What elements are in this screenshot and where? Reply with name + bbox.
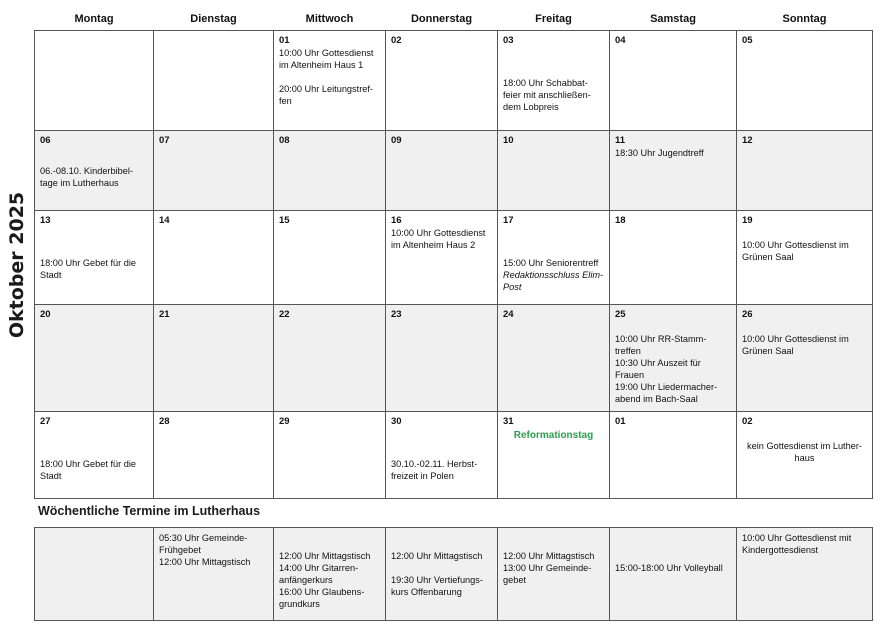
weekly-row <box>35 528 873 621</box>
event-text: 10:00 Uhr Gottesdienst im Grünen Saal <box>742 239 849 262</box>
day-number: 19 <box>742 214 753 226</box>
day-cell[interactable] <box>610 210 737 304</box>
weekday-header-row <box>35 8 873 30</box>
day-number: 04 <box>615 34 626 46</box>
event-text: 18:00 Uhr Schabbat- feier mit anschließen- dem Lobpreis <box>503 77 591 112</box>
calendar-grid <box>34 8 873 499</box>
day-cell[interactable] <box>274 411 386 498</box>
day-number: 24 <box>503 308 514 320</box>
day-cell[interactable] <box>386 130 498 210</box>
day-cell[interactable] <box>274 304 386 411</box>
day-cell[interactable] <box>610 411 737 498</box>
day-cell-empty <box>35 30 154 130</box>
day-number: 08 <box>279 134 290 146</box>
weekly-cell-friday[interactable] <box>498 528 610 621</box>
weekly-schedule-grid <box>34 527 873 621</box>
day-number: 05 <box>742 34 753 46</box>
weekly-cell-wednesday[interactable] <box>274 528 386 621</box>
day-number: 22 <box>279 308 290 320</box>
day-cell[interactable] <box>274 30 386 130</box>
event-text: 12:00 Uhr Mittagstisch <box>279 551 371 561</box>
event-text: 12:00 Uhr Mittagstisch <box>503 551 595 561</box>
day-cell[interactable] <box>386 304 498 411</box>
event-text: 10:00 Uhr Gottesdienst mit Kindergottesdienst <box>742 533 852 555</box>
day-number: 20 <box>40 308 51 320</box>
day-number: 11 <box>615 134 626 146</box>
day-number: 07 <box>159 134 170 146</box>
day-cell[interactable] <box>386 210 498 304</box>
event-text: 30.10.-02.11. Herbst- freizeit in Polen <box>391 458 478 481</box>
day-number: 25 <box>615 308 626 320</box>
day-cell[interactable] <box>737 130 873 210</box>
day-number: 18 <box>615 214 626 226</box>
day-cell[interactable] <box>610 304 737 411</box>
event-text: 06.-08.10. Kinderbibel- tage im Lutherhaus <box>40 165 133 188</box>
day-cell[interactable] <box>386 30 498 130</box>
event-text: kein Gottesdienst im Luther- haus <box>747 440 862 463</box>
event-text: 10:00 Uhr RR-Stamm- treffen <box>615 333 707 356</box>
day-number: 23 <box>391 308 402 320</box>
event-text: 20:00 Uhr Leitungstref- fen <box>279 83 373 106</box>
day-cell[interactable] <box>498 130 610 210</box>
event-text: 18:00 Uhr Gebet für die Stadt <box>40 458 137 481</box>
day-number: 21 <box>159 308 170 320</box>
event-text: 15:00-18:00 Uhr Volleyball <box>615 563 723 573</box>
weekday-header-thursday: Donnerstag <box>410 12 473 25</box>
event-text: 19:00 Uhr Liedermacher- abend im Bach-Saal <box>615 381 718 404</box>
day-cell[interactable] <box>498 411 610 498</box>
day-cell[interactable] <box>737 411 873 498</box>
month-title-text: Oktober 2025 <box>6 191 28 339</box>
day-cell[interactable] <box>35 304 154 411</box>
day-number: 09 <box>391 134 402 146</box>
week-row <box>35 411 873 498</box>
event-text: 18:00 Uhr Gebet für die Stadt <box>40 257 137 280</box>
weekly-cell-sunday[interactable] <box>737 528 873 621</box>
event-text: 16:00 Uhr Glaubens- grundkurs <box>279 587 365 609</box>
week-row <box>35 130 873 210</box>
day-number: 01 <box>615 415 626 427</box>
day-number: 01 <box>279 34 290 46</box>
weekday-header-wednesday: Mittwoch <box>305 12 354 25</box>
day-number: 13 <box>40 214 51 226</box>
day-cell[interactable] <box>737 304 873 411</box>
weekday-header-friday: Freitag <box>535 12 572 25</box>
day-cell[interactable] <box>154 130 274 210</box>
day-number: 12 <box>742 134 753 146</box>
week-row <box>35 30 873 130</box>
day-cell[interactable] <box>154 411 274 498</box>
day-number: 02 <box>742 415 753 427</box>
day-cell[interactable] <box>274 130 386 210</box>
event-text: 10:00 Uhr Gottesdienst im Grünen Saal <box>742 333 849 356</box>
day-cell[interactable] <box>274 210 386 304</box>
event-text: 14:00 Uhr Gitarren- anfängerkurs <box>279 563 359 585</box>
day-cell[interactable] <box>737 30 873 130</box>
event-text: 18:30 Uhr Jugendtreff <box>615 147 704 158</box>
day-number: 02 <box>391 34 402 46</box>
day-number: 26 <box>742 308 753 320</box>
day-number: 31 <box>503 415 514 427</box>
day-cell[interactable] <box>35 411 154 498</box>
holiday-label: Reformationstag <box>513 429 594 441</box>
week-row <box>35 304 873 411</box>
weekday-header-tuesday: Dienstag <box>190 12 237 25</box>
day-number: 14 <box>159 214 170 226</box>
day-cell[interactable] <box>154 210 274 304</box>
weekday-header-sunday: Sonntag <box>782 12 827 25</box>
weekly-cell-saturday[interactable] <box>610 528 737 621</box>
day-cell[interactable] <box>35 210 154 304</box>
day-number: 10 <box>503 134 514 146</box>
weekly-cell-monday[interactable] <box>35 528 154 621</box>
day-cell[interactable] <box>498 304 610 411</box>
event-text: 12:00 Uhr Mittagstisch <box>159 557 251 567</box>
day-cell[interactable] <box>386 411 498 498</box>
day-number: 06 <box>40 134 51 146</box>
event-text: 10:00 Uhr Gottesdienst im Altenheim Haus 2 <box>391 227 486 250</box>
event-text: 05:30 Uhr Gemeinde- Frühgebet <box>159 533 248 555</box>
day-number: 27 <box>40 415 51 427</box>
day-number: 30 <box>391 415 402 427</box>
weekly-section-title: Wöchentliche Termine im Lutherhaus <box>38 504 261 518</box>
event-text: 12:00 Uhr Mittagstisch <box>391 551 483 561</box>
event-note-italic: Redaktionsschluss Elim- Post <box>503 269 604 292</box>
week-row <box>35 210 873 304</box>
event-text: 13:00 Uhr Gemeinde- gebet <box>503 563 592 585</box>
event-text: 19:30 Uhr Vertiefungs- kurs Offenbarung <box>391 575 483 597</box>
day-cell[interactable] <box>154 304 274 411</box>
weekday-header-saturday: Samstag <box>650 12 696 25</box>
day-number: 28 <box>159 415 170 427</box>
day-number: 03 <box>503 34 514 46</box>
month-title <box>0 30 34 500</box>
day-number: 16 <box>391 214 402 226</box>
event-text: 15:00 Uhr Seniorentreff <box>503 257 599 268</box>
day-number: 29 <box>279 415 290 427</box>
day-cell[interactable] <box>498 30 610 130</box>
day-cell[interactable] <box>35 130 154 210</box>
event-text: 10:00 Uhr Gottesdienst im Altenheim Haus 1 <box>279 47 374 70</box>
day-number: 15 <box>279 214 290 226</box>
weekly-cell-tuesday[interactable] <box>154 528 274 621</box>
day-cell-empty <box>154 30 274 130</box>
weekly-cell-thursday[interactable] <box>386 528 498 621</box>
day-cell[interactable] <box>737 210 873 304</box>
day-cell[interactable] <box>610 130 737 210</box>
weekday-header-monday: Montag <box>74 12 114 25</box>
event-text: 10:30 Uhr Auszeit für Frauen <box>615 357 701 380</box>
day-number: 17 <box>503 214 514 226</box>
day-cell[interactable] <box>498 210 610 304</box>
day-cell[interactable] <box>610 30 737 130</box>
